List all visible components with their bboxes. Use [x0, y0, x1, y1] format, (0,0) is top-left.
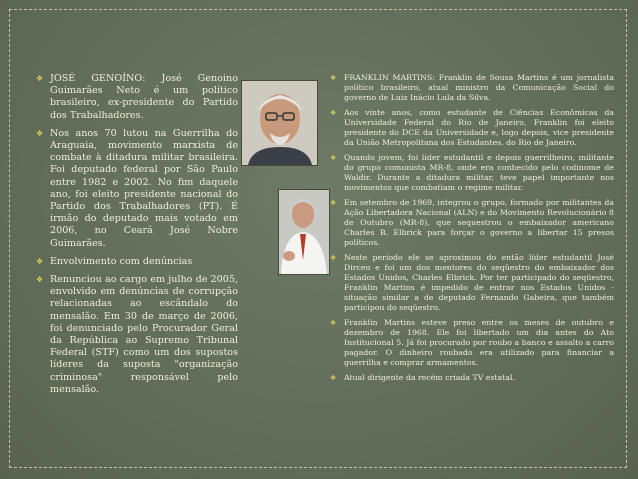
list-item-text: Envolvimento com denúncias: [50, 255, 193, 267]
list-item-text: Quando jovem, foi líder estudantil e depois guerrilheiro, militante do grupo comunista MR-8, onde era conhecido pelo codinome de Waldir. Durante a ditadura militar, teve papel importante nos movimentos que combatiam o regime militar.: [344, 152, 614, 192]
list-item: [330, 198, 614, 248]
portrait-genoino-image: [242, 81, 317, 165]
bullet-icon: ❖: [36, 74, 44, 83]
portrait-photo-franklin: [278, 189, 330, 275]
bullet-icon: ❖: [330, 108, 337, 117]
bullet-icon: ❖: [36, 275, 44, 285]
bullet-icon: ❖: [330, 318, 337, 327]
bullet-icon: ❖: [330, 74, 337, 82]
list-item: [36, 73, 238, 122]
list-item: [330, 108, 614, 148]
bullet-icon: ❖: [330, 373, 337, 382]
list-item: [330, 373, 614, 383]
list-item-text: FRANKLIN MARTINS: Franklin de Sousa Martins é um jornalista político brasileiro, atual ministro da Comunicação Social do governo de Luiz Inácio Lula da Silva.: [344, 73, 614, 103]
list-item: [36, 256, 238, 268]
list-item-text: Em setembro de 1969, integrou o grupo, formado por militantes da Ação Libertadora Nacional (ALN) e do Movimento Revolucionário 8 de Outubro (MR-8), que sequestrou o embaixador americano Charles B. Elbrick para forçar o governo a libertar 15 presos políticos.: [344, 197, 614, 247]
list-item-text: Aos vinte anos, como estudante de Ciências Econômicas da Universidade Federal do Rio de Janeiro, Franklin foi eleito presidente do DCE da Universidade e, logo depois, vice presidente da União Metropolitana dos Estudantes, do Rio de Janeiro.: [344, 107, 614, 148]
bullet-icon: ❖: [330, 153, 337, 162]
left-text-column: [36, 73, 238, 402]
list-item: [330, 153, 614, 193]
list-item: [36, 274, 238, 396]
list-item-text: JOSÉ GENOÍNO: José Genoino Guimarães Neto é um político brasileiro, ex-presidente do Partido dos Trabalhadores.: [50, 73, 238, 121]
portrait-franklin-image: [279, 190, 329, 274]
right-text-column: [330, 73, 614, 387]
list-item: [330, 253, 614, 314]
bullet-icon: ❖: [36, 128, 44, 138]
list-item-text: Nos anos 70 lutou na Guerrilha do Araguaia, movimento marxista de combate à ditadura militar brasileira. Foi deputado federal por São Paulo entre 1982 e 2002. No fim daquele ano, foi eleito presidente nacional do Partido dos Trabalhadores (PT). É irmão do deputado mais votado em 2006, no Ceará José Nobre Guimarães.: [50, 127, 238, 249]
list-item-text: Neste período ele se aproximou do então líder estudantil José Dirceu e foi um dos mentores do seqüestro do embaixador dos Estados Unidos, Charles Elbrick. Por ter participado do seqüestro, Franklin Martins é impedido de entrar nos Estados Unidos - situação similar a de deputado Fernando Gabeira, que também participou do seqüestro.: [344, 252, 614, 312]
bullet-icon: ❖: [36, 256, 44, 266]
list-item-text: Atual dirigente da recém criada TV estatal.: [344, 372, 515, 382]
bullet-icon: ❖: [330, 198, 337, 207]
portrait-photo-genoino: [241, 80, 318, 166]
list-item: [330, 318, 614, 368]
list-item-text: Renunciou ao cargo em julho de 2005, envolvido em denúncias de corrupção relacionadas ao escândalo do mensalão. Em 30 de março de 2006, foi denunciado pelo Procurador Geral da República ao Supremo Tribunal Federal (STF) como um dos supostos líderes da suposta "organização criminosa" responsável pelo mensalão.: [50, 274, 238, 395]
list-item: [330, 73, 614, 103]
list-item-text: Franklin Martins esteve preso entre os meses de outubro e dezembro de 1968. Ele foi libertado um dia antes do Ato Institucional 5. Já foi procurado por roubo a banco e assalto a carro pagador. O dinheiro roubado era utilizado para financiar a guerrilha e comprar armamentos.: [344, 317, 614, 367]
list-item: [36, 128, 238, 250]
bullet-icon: ❖: [330, 253, 337, 262]
